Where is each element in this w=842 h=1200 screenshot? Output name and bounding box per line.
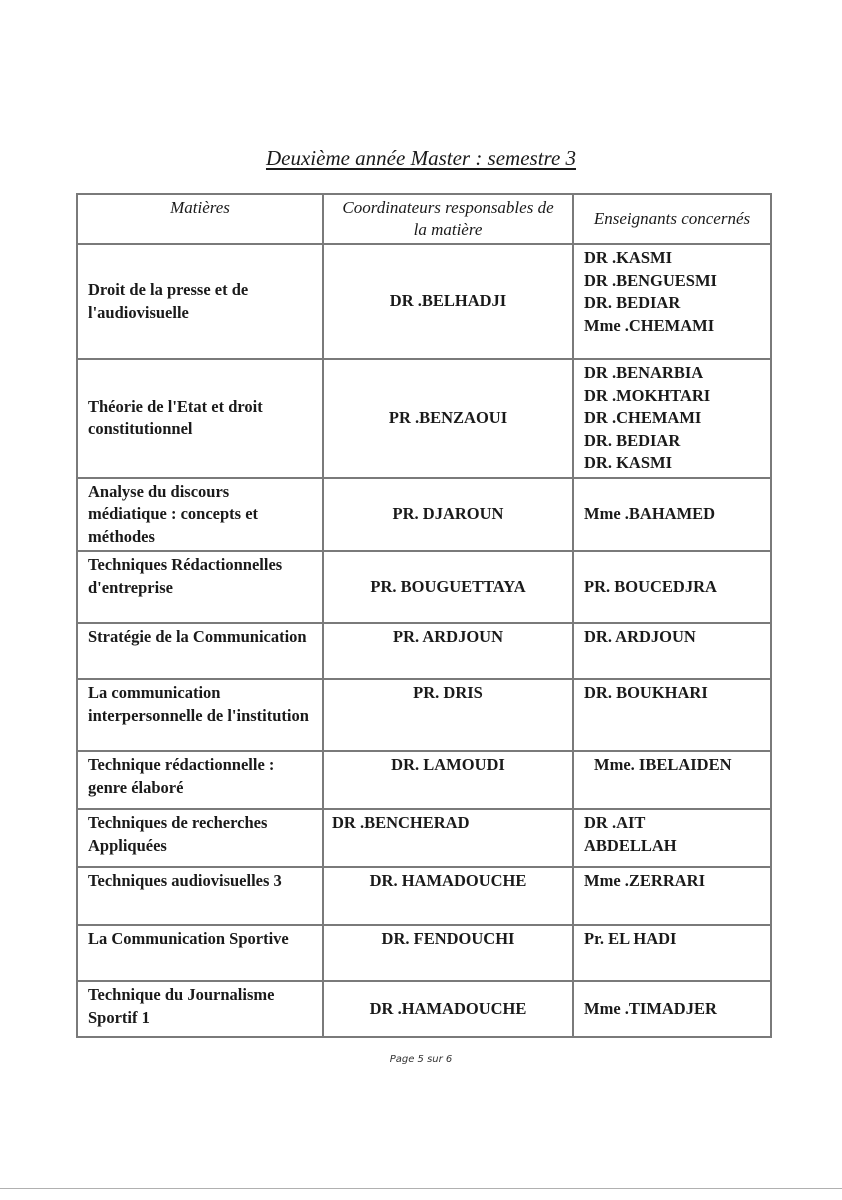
subject-cell: Technique rédactionnelle : genre élaboré bbox=[77, 751, 323, 809]
teacher-name: DR .KASMI bbox=[584, 248, 673, 267]
teachers-cell bbox=[573, 551, 771, 623]
subject-cell: Technique du Journalisme Sportif 1 bbox=[77, 981, 323, 1037]
subject-cell: Techniques audiovisuelles 3 bbox=[77, 867, 323, 925]
teacher-name: Pr. EL HADI bbox=[584, 929, 677, 948]
subject-cell: La communication interpersonnelle de l'institution bbox=[77, 679, 323, 751]
teachers-cell bbox=[573, 623, 771, 679]
teacher-name: DR .AIT bbox=[584, 813, 646, 832]
table-row bbox=[77, 679, 771, 751]
subject-cell: Droit de la presse et de l'audiovisuelle bbox=[77, 244, 323, 359]
teacher-name: Mme .TIMADJER bbox=[584, 998, 717, 1018]
header-coordinator: Coordinateurs responsables de la matière bbox=[323, 194, 573, 244]
teacher-name: DR. BEDIAR bbox=[584, 293, 681, 312]
subject-cell: La Communication Sportive bbox=[77, 925, 323, 981]
teacher-name: DR. KASMI bbox=[584, 453, 673, 472]
course-table bbox=[76, 193, 772, 1038]
teacher-name: DR .BENGUESMI bbox=[584, 270, 717, 290]
page-title: Deuxième année Master : semestre 3 bbox=[265, 146, 577, 170]
teacher-name: DR. BOUKHARI bbox=[584, 683, 708, 702]
subject-cell: Techniques de recherches Appliquées bbox=[77, 809, 323, 867]
coordinator-cell: PR. ARDJOUN bbox=[323, 623, 573, 679]
table-row bbox=[77, 751, 771, 809]
teacher-name: DR. ARDJOUN bbox=[584, 627, 696, 646]
teacher-name: DR .MOKHTARI bbox=[584, 385, 711, 405]
teachers-cell bbox=[573, 679, 771, 751]
coordinator-cell: DR. FENDOUCHI bbox=[323, 925, 573, 981]
coordinator-cell: PR .BENZAOUI bbox=[323, 359, 573, 478]
teacher-name: DR. BEDIAR bbox=[584, 430, 681, 450]
teachers-cell bbox=[573, 359, 771, 478]
page-footer: Page 5 sur 6 bbox=[389, 1054, 453, 1065]
teachers-cell bbox=[573, 925, 771, 981]
teacher-name: DR .CHEMAMI bbox=[584, 408, 702, 427]
subject-cell: Stratégie de la Communication bbox=[77, 623, 323, 679]
coordinator-cell: PR. DJAROUN bbox=[323, 478, 573, 552]
table-row bbox=[77, 981, 771, 1037]
subject-cell: Techniques Rédactionnelles d'entreprise bbox=[77, 551, 323, 623]
teacher-name: Mme .ZERRARI bbox=[584, 871, 705, 890]
teacher-name: ABDELLAH bbox=[584, 835, 677, 855]
teacher-name: Mme .CHEMAMI bbox=[584, 315, 715, 335]
subject-cell: Théorie de l'Etat et droit constitutionnel bbox=[77, 359, 323, 478]
teacher-name: Mme. IBELAIDEN bbox=[594, 755, 732, 774]
teacher-name: DR .BENARBIA bbox=[584, 363, 704, 382]
table-header-row bbox=[77, 194, 771, 244]
coordinator-cell: DR .BELHADJI bbox=[323, 244, 573, 359]
table-row bbox=[77, 867, 771, 925]
table-row bbox=[77, 623, 771, 679]
table-row bbox=[77, 925, 771, 981]
teachers-cell bbox=[573, 981, 771, 1037]
table-row bbox=[77, 359, 771, 478]
teachers-cell bbox=[573, 867, 771, 925]
coordinator-cell: DR. HAMADOUCHE bbox=[323, 867, 573, 925]
table-row bbox=[77, 551, 771, 623]
coordinator-cell: DR .BENCHERAD bbox=[323, 809, 573, 867]
teachers-cell bbox=[573, 244, 771, 359]
header-subject: Matières bbox=[77, 194, 323, 244]
bottom-divider bbox=[0, 1188, 842, 1189]
table-row bbox=[77, 478, 771, 552]
coordinator-cell: DR .HAMADOUCHE bbox=[323, 981, 573, 1037]
coordinator-cell: DR. LAMOUDI bbox=[323, 751, 573, 809]
teacher-name: Mme .BAHAMED bbox=[584, 504, 716, 523]
teacher-name: PR. BOUCEDJRA bbox=[584, 576, 717, 596]
coordinator-cell: PR. BOUGUETTAYA bbox=[323, 551, 573, 623]
teachers-cell bbox=[573, 478, 771, 552]
teachers-cell bbox=[573, 809, 771, 867]
coordinator-cell: PR. DRIS bbox=[323, 679, 573, 751]
table-row bbox=[77, 809, 771, 867]
subject-cell: Analyse du discours médiatique : concepts et méthodes bbox=[77, 478, 323, 552]
header-teachers: Enseignants concernés bbox=[573, 194, 771, 244]
teachers-cell bbox=[573, 751, 771, 809]
table-row bbox=[77, 244, 771, 359]
